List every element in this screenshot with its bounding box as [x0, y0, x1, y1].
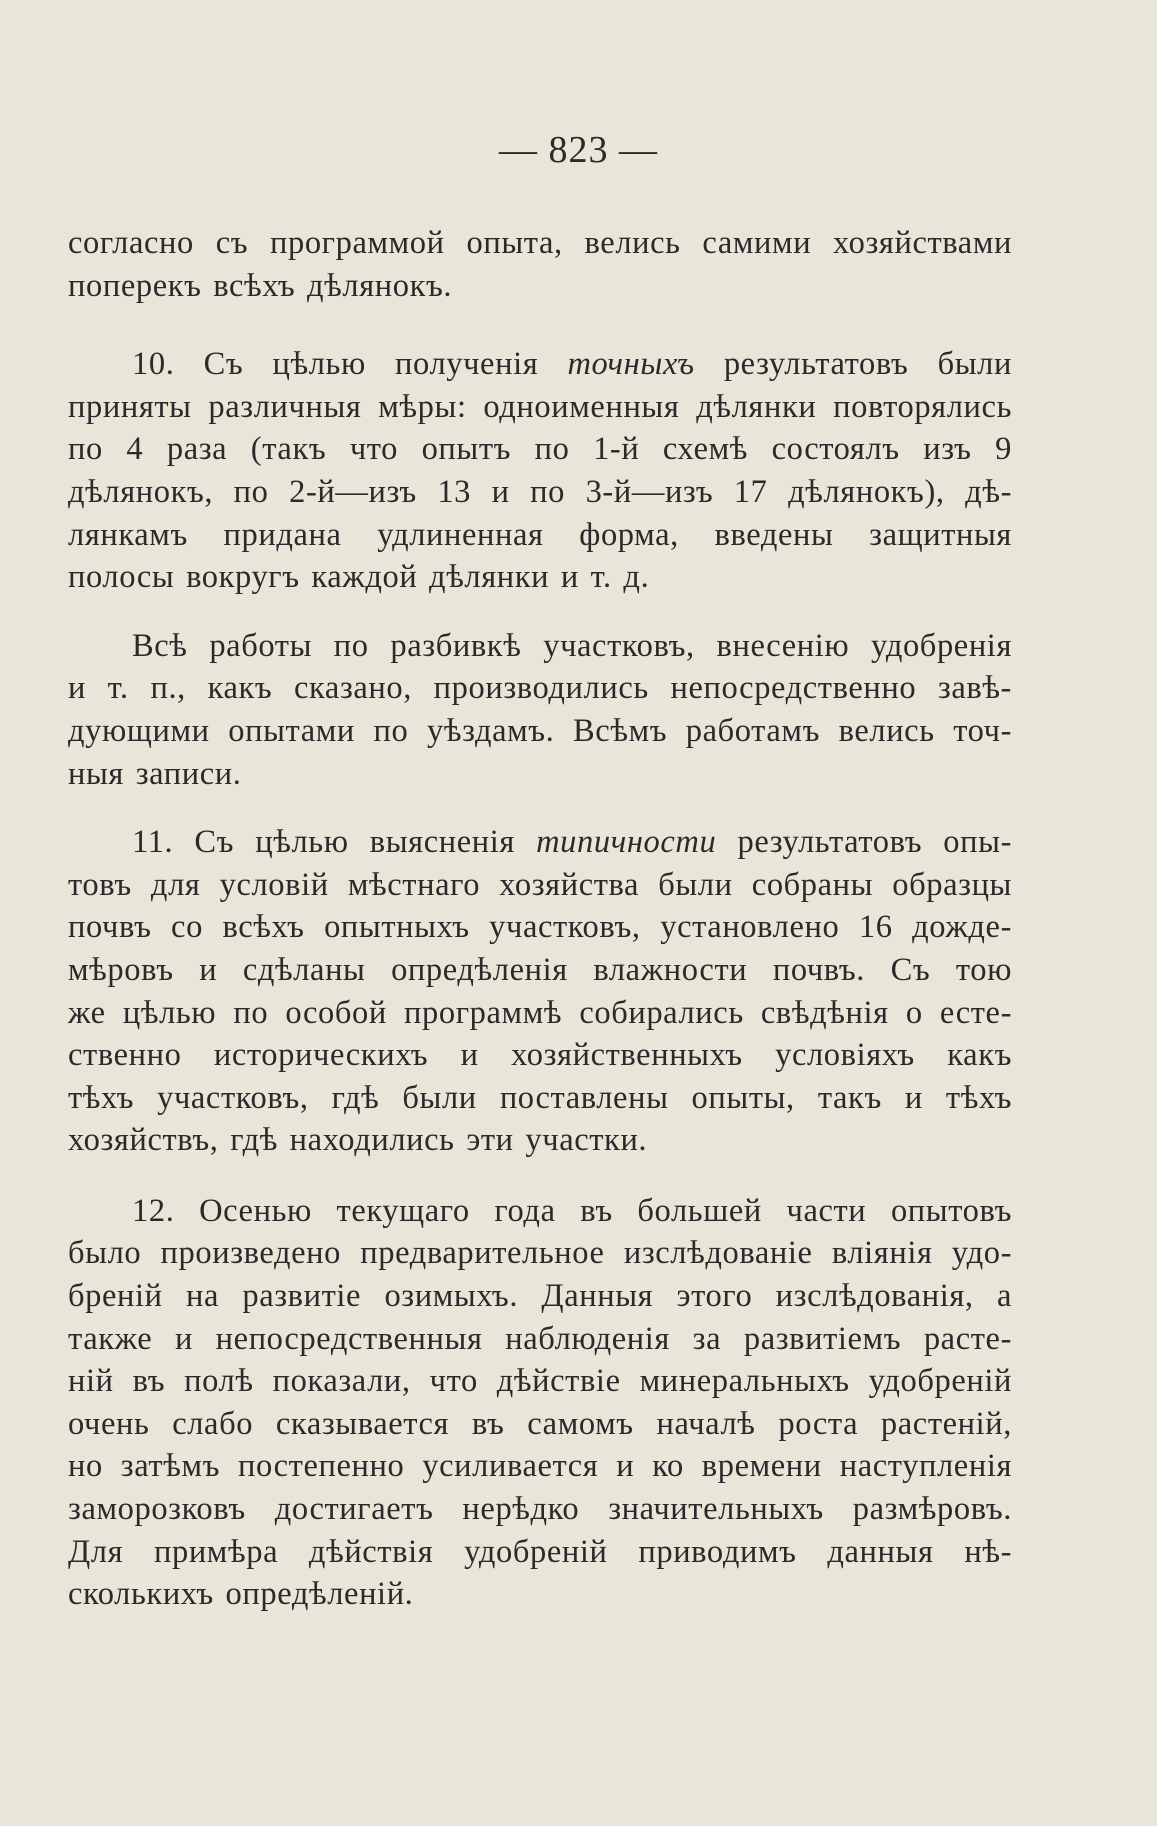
text-line: сколькихъ опредѣленій. [68, 1576, 414, 1613]
text-line: хозяйствъ, гдѣ находились эти участки. [68, 1122, 648, 1159]
text-line: дѣлянокъ, по 2-й—изъ 13 и по 3-й—изъ 17 дѣлянокъ), дѣ- [68, 473, 1012, 510]
text-line: мѣровъ и сдѣланы опредѣленія влажности почвъ. Съ тою [68, 951, 1012, 988]
text-segment: 11. Съ цѣлью выясненія [132, 824, 537, 861]
text-line: ныя записи. [68, 755, 242, 792]
paragraph-12 [68, 1190, 1012, 1616]
text-line: 12. Осенью текущаго года въ большей части опытовъ [132, 1192, 1012, 1229]
paragraph-continuation [68, 222, 1012, 307]
text-line [68, 821, 1012, 864]
text-segment: 10. Съ цѣлью полученія [132, 346, 568, 383]
italic-word: точныхъ [567, 346, 695, 383]
body-text [68, 222, 1012, 1616]
text-line [68, 343, 1012, 386]
italic-word: типичности [536, 824, 717, 861]
text-line: очень слабо сказывается въ самомъ началѣ роста растеній, [68, 1405, 1012, 1442]
text-line: поперекъ всѣхъ дѣлянокъ. [68, 267, 453, 304]
text-line: лянкамъ придана удлиненная форма, введены защитныя [68, 516, 1012, 553]
text-line: заморозковъ достигаетъ нерѣдко значительныхъ размѣровъ. [68, 1491, 1012, 1528]
text-line: полосы вокругъ каждой дѣлянки и т. д. [68, 559, 650, 596]
text-line: но затѣмъ постепенно усиливается и ко времени наступленія [68, 1448, 1012, 1485]
text-line: же цѣлью по особой программѣ собирались свѣдѣнія о есте- [68, 994, 1012, 1031]
text-line: и т. п., какъ сказано, производились непосредственно завѣ- [68, 670, 1012, 707]
text-line: Для примѣра дѣйствія удобреній приводимъ данныя нѣ- [68, 1533, 1012, 1570]
text-line: Всѣ работы по разбивкѣ участковъ, внесенію удобренія [132, 627, 1012, 664]
text-line: товъ для условій мѣстнаго хозяйства были собраны образцы [68, 866, 1012, 903]
paragraph-10 [68, 343, 1012, 599]
text-line: тѣхъ участковъ, гдѣ были поставлены опыты, такъ и тѣхъ [68, 1079, 1012, 1116]
text-line: ственно историческихъ и хозяйственныхъ условіяхъ какъ [68, 1037, 1012, 1074]
paragraph-works [68, 625, 1012, 795]
text-line: по 4 раза (такъ что опытъ по 1-й схемѣ состоялъ изъ 9 [68, 431, 1012, 468]
text-line: также и непосредственныя наблюденія за развитіемъ расте- [68, 1320, 1012, 1357]
text-segment: результатовъ были [694, 346, 1012, 383]
page-number: — 823 — [499, 129, 658, 171]
paragraph-11 [68, 821, 1012, 1162]
text-line: почвъ со всѣхъ опытныхъ участковъ, установлено 16 дожде- [68, 909, 1012, 946]
text-line: было произведено предварительное изслѣдованіе вліянія удо- [68, 1235, 1012, 1272]
text-line: бреній на развитіе озимыхъ. Данныя этого изслѣдованія, а [68, 1278, 1012, 1315]
text-line: ній въ полѣ показали, что дѣйствіе минеральныхъ удобреній [68, 1363, 1012, 1400]
text-line: дующими опытами по уѣздамъ. Всѣмъ работамъ велись точ- [68, 712, 1012, 749]
text-line: согласно съ программой опыта, велись самими хозяйствами [68, 225, 1012, 261]
text-segment: результатовъ опы- [716, 824, 1012, 861]
text-line: приняты различныя мѣры: одноименныя дѣлянки повторялись [68, 388, 1012, 425]
